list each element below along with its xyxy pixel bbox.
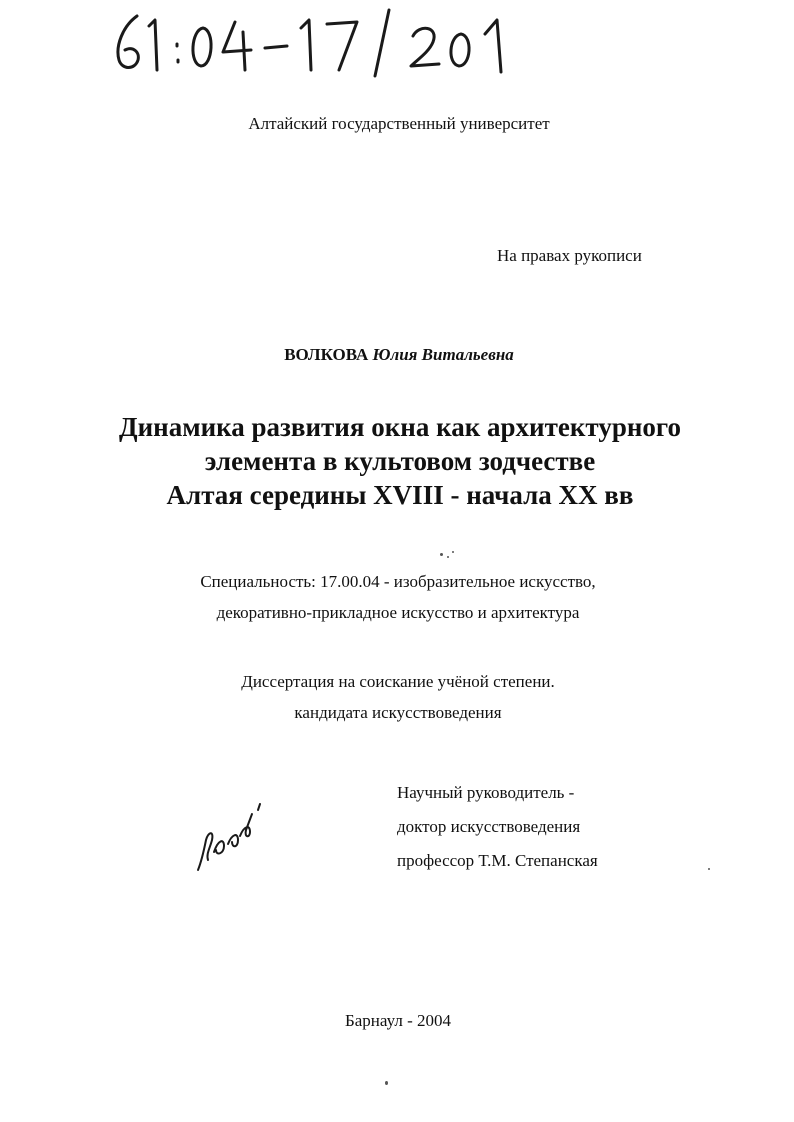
dissertation-title [0, 410, 794, 512]
scan-speck [447, 556, 449, 558]
scan-speck [708, 868, 710, 870]
author-name [0, 345, 794, 365]
author-given-names: Юлия Витальевна [372, 345, 514, 364]
title-line: Алтая середины XVIII - начала XX вв [166, 480, 634, 510]
degree-line: Диссертация на соискание учёной степени. [241, 672, 555, 691]
title-line: Динамика развития окна как архитектурного [119, 412, 681, 442]
specialty-line: декоративно-прикладное искусство и архитектура [216, 603, 580, 622]
advisor-line: доктор искусствоведения [397, 817, 581, 836]
title-line: элемента в культовом зодчестве [204, 446, 596, 476]
specialty-line: Специальность: 17.00.04 - изобразительное искусство, [200, 572, 596, 591]
handwritten-signature [188, 800, 268, 880]
scan-speck [440, 553, 443, 556]
advisor-block [397, 776, 598, 878]
city-year: Барнаул - 2004 [345, 1011, 451, 1030]
rights-note: На правах рукописи [497, 246, 642, 265]
specialty-block [0, 566, 794, 628]
handwritten-catalog-code [105, 8, 525, 78]
degree-block [0, 666, 794, 728]
degree-line: кандидата искусствоведения [294, 703, 502, 722]
advisor-line: профессор Т.М. Степанская [397, 851, 598, 870]
scan-speck [452, 551, 454, 553]
scan-speck [385, 1081, 388, 1085]
advisor-line: Научный руководитель - [397, 783, 575, 802]
author-surname: ВОЛКОВА [284, 345, 369, 364]
university-name: Алтайский государственный университет [248, 114, 550, 133]
